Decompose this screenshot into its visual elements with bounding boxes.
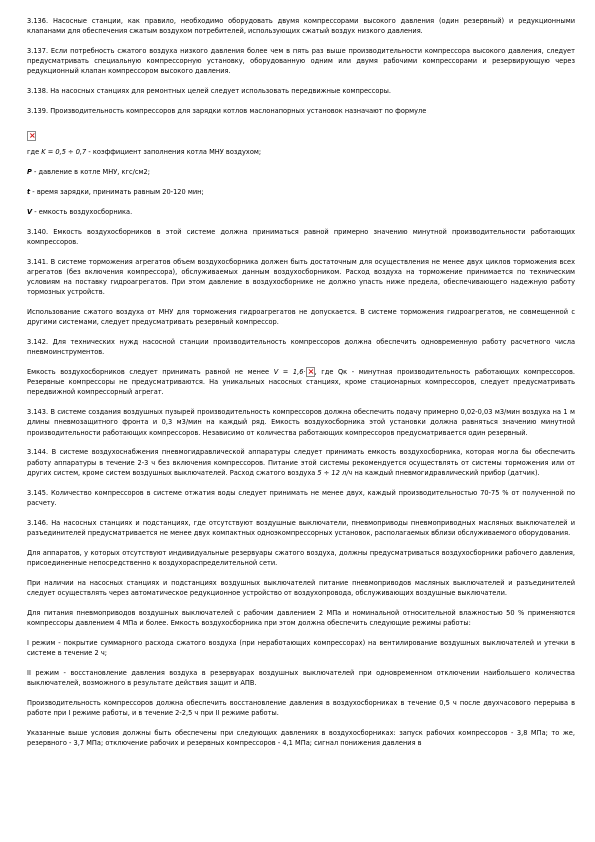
pressure-conditions-paragraph: Указанные выше условия должны быть обеспечены при следующих давлениях в воздухосборниках: запуск рабочих компрессоров - 3,8 МПа; то же, резервного - 3,7 МПа; отключение рабочих и резервных компрессоров - 4,1 МПа; сигнал понижения давления в <box>27 728 575 747</box>
paragraph-3-146-b: Для аппаратов, у которых отсутствуют индивидуальные резервуары сжатого воздуха, должны предусматриваться воздухосборники рабочего давления, присоединенные непосредственно к воздухораспределительной сети. <box>27 548 575 567</box>
paragraph-3-138: 3.138. На насосных станциях для ремонтных целей следует использовать передвижные компрессоры. <box>27 87 391 96</box>
p-definition <box>27 167 575 177</box>
paragraph-3-146-d: Для питания пневмоприводов воздушных выключателей с рабочим давлением 2 МПа и номинальной относительной влажностью 50 % применяются компрессоры давлением 4 МПа и более. Емкость воздухосборника при этом должна обеспечить следующие режимы работы: <box>27 608 575 627</box>
paragraph-3-146-c: При наличии на насосных станциях и подстанциях воздушных выключателей питание пневмоприводов масляных выключателей и разъединителей следует осуществлять через автоматическое редукционное устройство от воздухопровода, обслуживающих воздушные выключатели. <box>27 578 575 597</box>
v-definition <box>27 207 575 217</box>
broken-image-icon <box>306 367 315 377</box>
paragraph-3-143: 3.143. В системе создания воздушных пузырей производительность компрессоров должна обеспечить подачу примерно 0,02-0,03 м3/мин воздуха на 1 м длины пневмозащитного фронта и 0,3 м3/мин на каждый ряд. Емкость воздухосборника этой установки должна равняться значению минутной производительности работающих компрессоров. Независимо от количества работающих компрессоров предусматривается один резервный. <box>27 408 575 437</box>
v-definition-text: - емкость воздухосборника. <box>32 207 133 216</box>
paragraph-3-144-text: 3.144. В системе воздухоснабжения пневмогидравлической аппаратуры следует принимать емкость воздухосборника, которая могла бы обеспечить работу аппаратуры в течение 2-3 ч без включения компрессоров. Питание этой системы рекомендуется осуществлять от системы торможения или от других систем, кроме систем воздушных выключателей. Расход сжатого воздуха <box>27 448 575 477</box>
t-definition <box>27 187 575 197</box>
mode-2-paragraph: II режим - восстановление давления воздуха в резервуарах воздушных выключателей при одновременном отключении наибольшего количества выключателей, возможного в результате действия защит и АПВ. <box>27 668 575 687</box>
document-body <box>27 16 575 758</box>
k-definition-text: - коэффициент заполнения котла МНУ воздухом; <box>86 148 262 157</box>
paragraph-3-140: 3.140. Емкость воздухосборников в этой системе должна приниматься равной примерно значению минутной производительности работающих компрессоров. <box>27 227 575 246</box>
paragraph-3-136: 3.136. Насосные станции, как правило, необходимо оборудовать двумя компрессорами высокого давления (один резервный) и редукционными клапанами для обеспечения сжатым воздухом потребителей, использующих сжатый воздух низкого давления. <box>27 17 575 36</box>
air-consumption-formula: 5 ÷ 12 л/ч <box>317 468 353 477</box>
paragraph-3-139: 3.139. Производительность компрессоров для зарядки котлов маслонапорных установок назначают по формуле <box>27 107 427 115</box>
volume-formula: V = 1,6· <box>273 367 306 376</box>
definition-prefix: где <box>27 148 42 157</box>
volume-paragraph <box>27 367 575 398</box>
paragraph-3-144 <box>27 447 575 478</box>
paragraph-3-141-continued: Использование сжатого воздуха от МНУ для торможения гидроагрегатов не допускается. В системе торможения гидроагрегатов, не совмещенной с другими системами, следует предусматривать резервный компрессор. <box>27 307 575 327</box>
coefficient-definition <box>27 147 575 157</box>
paragraph-3-142: 3.142. Для технических нужд насосной станции производительность компрессоров должна обеспечить одновременную работу расчетного числа пневмоинструментов. <box>27 337 575 357</box>
p-symbol: P <box>27 168 32 177</box>
volume-text-prefix: Емкость воздухосборников следует принимать равной не менее <box>27 367 274 376</box>
k-formula: K = 0,5 ÷ 0,7 <box>41 148 87 157</box>
volume-text-suffix: , где Qк - минутная производительность работающих компрессоров. Резервные компрессоры не предусматриваются. На уникальных насосных станциях, кроме стационарных компрессоров, следует предусматривать передвижной компрессорный агрегат. <box>27 367 575 397</box>
t-symbol: t <box>27 187 31 196</box>
p-definition-text: - давление в котле МНУ, кгс/см2; <box>31 168 150 177</box>
paragraph-3-146: 3.146. На насосных станциях и подстанциях, где отсутствуют воздушные выключатели, пневмоприводы пневмоприводных масляных выключателей и разъединителей предусматривается не менее двух компактных одноэкомпрессорных установок, располагаемых вблизи обслуживаемого оборудования. <box>27 518 575 537</box>
compressor-capacity-paragraph: Производительность компрессоров должна обеспечить восстановление давления в воздухосборниках в течение 0,5 ч после двухчасового перерыва в работе при I режиме работы, и в течение 2-2,5 ч при II режиме работы. <box>27 698 575 717</box>
paragraph-3-137: 3.137. Если потребность сжатого воздуха низкого давления более чем в пять раз выше производительности компрессора высокого давления, следует предусматривать специальную компрессорную установку, оборудованную одним или двумя рабочими компрессорами и резервирующую через редукционный клапан компрессором высокого давления. <box>27 47 575 76</box>
formula-image-container <box>27 126 575 138</box>
mode-1-paragraph: I режим - покрытие суммарного расхода сжатого воздуха (при неработающих компрессорах) на вентилирование воздушных выключателей и утечки в системе в течение 2 ч; <box>27 638 575 657</box>
broken-image-icon <box>27 131 36 141</box>
paragraph-3-145: 3.145. Количество компрессоров в системе отжатия воды следует принимать не менее двух, каждый производительностью 70-75 % от полученной по расчету. <box>27 488 575 507</box>
v-symbol: V <box>27 207 33 216</box>
t-definition-text: - время зарядки, принимать равным 20-120 мин; <box>30 187 204 196</box>
paragraph-3-141: 3.141. В системе торможения агрегатов объем воздухосборника должен быть достаточным для осуществления не менее двух циклов торможения всех агрегатов (без включения компрессора), обслуживаемых данным воздухосборником. Расход воздуха на торможение принимается по техническим условиям на поставку гидроагрегатов. При этом давление в воздухосборнике не должно упасть ниже предела, обеспечивающего надежную работу тормозных устройств. <box>27 257 575 297</box>
paragraph-3-144-end: на каждый пневмогидравлический прибор (датчик). <box>352 468 540 477</box>
